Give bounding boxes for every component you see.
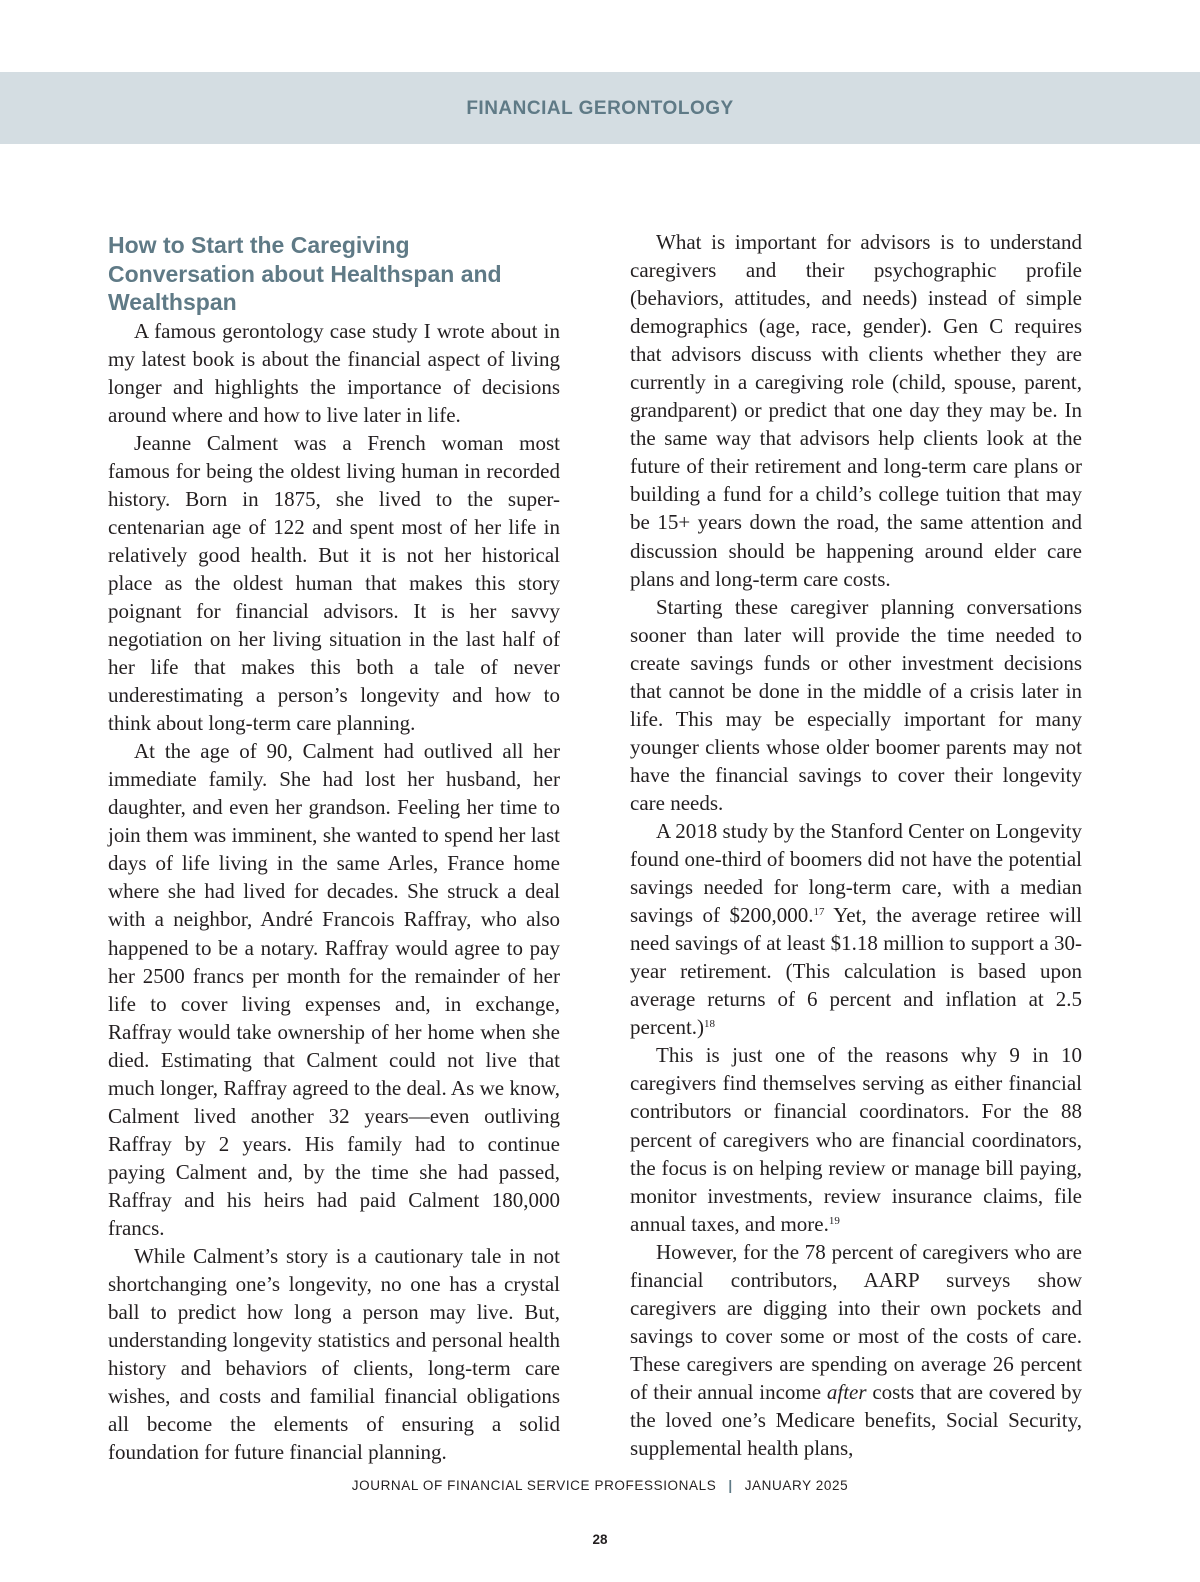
left-column: [108, 228, 560, 1466]
footnote-ref: 19: [828, 1214, 840, 1227]
paragraph: While Calment’s story is a cautionary tale in not shortchanging one’s longevity, no one has a crystal ball to predict how long a person may live. But, understanding longevity statistics and personal health history and behaviors of clients, long-term care wishes, and costs and familial financial obligations all become the elements of ensuring a solid foundation for future financial planning.: [108, 1244, 560, 1465]
text-run: This is just one of the reasons why 9 in 10 caregivers find themselves serving as either financial contributors or financial coordinators. For the 88 percent of caregivers who are financial coordinators, the focus is on helping review or manage bill paying, monitor investments, review insurance claims, file annual taxes, and more.: [630, 1043, 1082, 1236]
paragraph: Starting these caregiver planning conversations sooner than later will provide the time needed to create savings funds or other investment decisions that cannot be done in the middle of a crisis later in life. This may be especially important for many younger clients whose older boomer parents may not have the financial savings to cover their longevity care needs.: [630, 594, 1082, 815]
paragraph: A famous gerontology case study I wrote about in my latest book is about the financial aspect of living longer and highlights the importance of decisions around where and how to live later in life.: [108, 318, 560, 427]
issue-date: JANUARY 2025: [744, 1478, 849, 1493]
footnote-ref: 18: [704, 1018, 716, 1031]
text-run: However, for the 78 percent of caregivers who are financial contributors, AARP surveys show caregivers are digging into their own pockets and savings to cover some or most of the costs of care. These caregivers are spending on average 26 percent of their annual income: [630, 1239, 1082, 1404]
paragraph: Jeanne Calment was a French woman most famous for being the oldest living human in recorded history. Born in 1875, she lived to the super-centenarian age of 122 and spent most of her life in relatively good health. But it is not her historical place as the oldest human that makes this story poignant for financial advisors. It is her savvy negotiation on her living situation in the last half of her life that makes this both a tale of never underestimating a person’s longevity and how to think about long-term care planning.: [108, 430, 560, 736]
journal-name: JOURNAL OF FINANCIAL SERVICE PROFESSIONALS: [351, 1478, 717, 1493]
emphasis: after: [826, 1379, 867, 1404]
header-band: [0, 72, 1200, 144]
paragraph: [630, 1238, 1082, 1462]
text-run: Yet, the average retiree will need savings of at least $1.18 million to support a 30-year retirement. (This calculation is based upon average returns of 6 percent and inflation at 2.5 percent.): [630, 903, 1082, 1040]
footer-separator: |: [728, 1478, 733, 1493]
footnote-ref: 17: [813, 906, 825, 919]
paragraph: What is important for advisors is to understand caregivers and their psychographic profile (behaviors, attitudes, and needs) instead of simple demographics (age, race, gender). Gen C requires that advisors discuss with clients whether they are currently in a caregiving role (child, spouse, parent, grandparent) or predict that one day they may be. In the same way that advisors help clients look at the future of their retirement and long-term care plans or building a fund for a child’s college tuition that may be 15+ years down the road, the same attention and discussion should be happening around elder care plans and long-term care costs.: [630, 230, 1082, 591]
paragraph: [630, 1041, 1082, 1237]
footer: [0, 1478, 1200, 1493]
text-run: A 2018 study by the Stanford Center on Longevity found one-third of boomers did not have the potential savings needed for long-term care, with a median savings of $200,000.: [630, 818, 1082, 928]
paragraph: [630, 817, 1082, 1041]
section-title: FINANCIAL GERONTOLOGY: [466, 98, 734, 119]
page-number: 28: [592, 1532, 608, 1547]
article-heading: How to Start the Caregiving Conversation about Healthspan and Wealthspan: [108, 232, 502, 315]
text-run: costs that are covered by the loved one’s Medicare benefits, Social Security, supplemental health plans,: [630, 1379, 1082, 1461]
paragraph: At the age of 90, Calment had outlived all her immediate family. She had lost her husband, her daughter, and even her grandson. Feeling her time to join them was imminent, she wanted to spend her last days of life living in the same Arles, France home where she had lived for decades. She struck a deal with a neighbor, André Francois Raffray, who also happened to be a notary. Raffray would agree to pay her 2500 francs per month for the remainder of her life to cover living expenses and, in exchange, Raffray would take ownership of her home when she died. Estimating that Calment could not live that much longer, Raffray agreed to the deal. As we know, Calment lived another 32 years—even outliving Raffray by 2 years. His family had to continue paying Calment and, by the time she had passed, Raffray and his heirs had paid Calment 180,000 francs.: [108, 739, 560, 1240]
right-column: [630, 228, 1082, 1462]
